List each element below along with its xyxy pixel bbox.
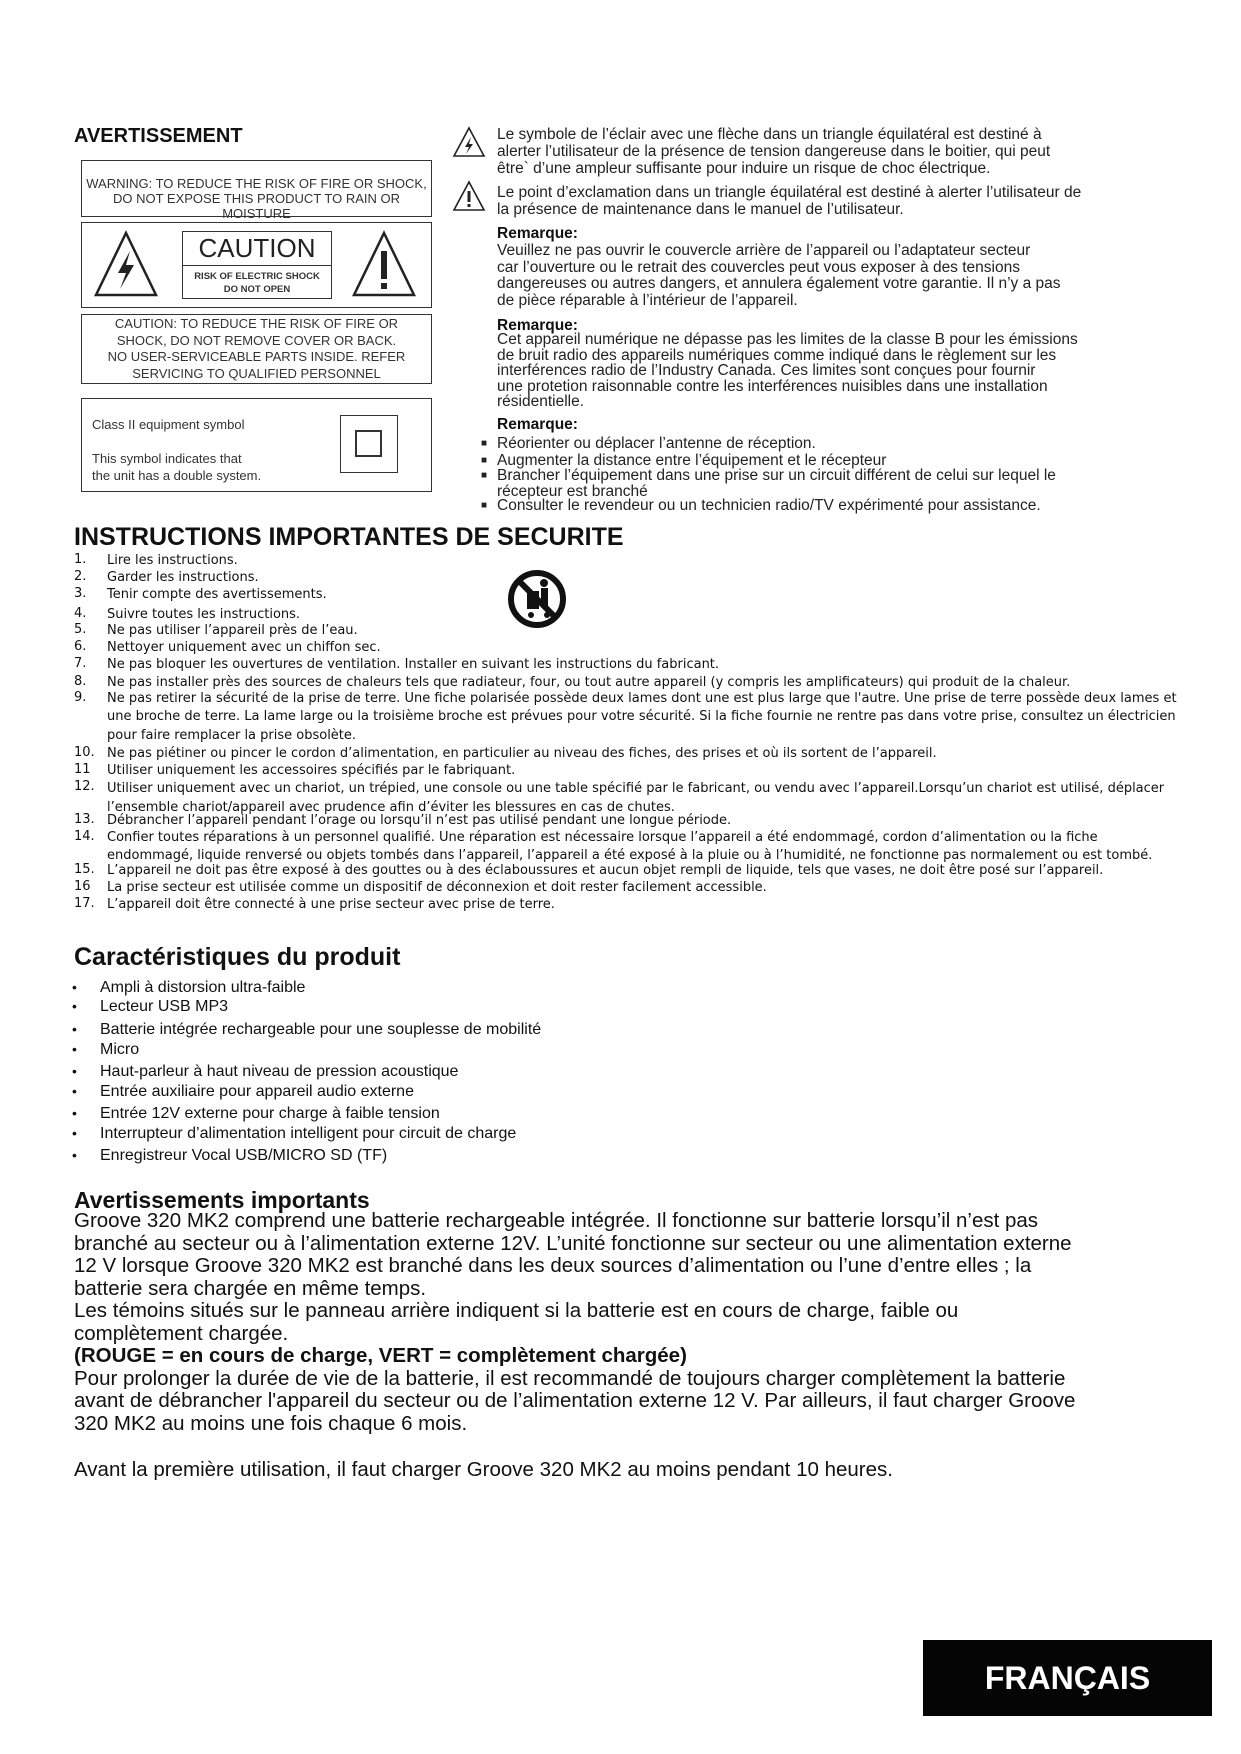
caution-text-line: NO USER-SERVICEABLE PARTS INSIDE. REFER (107, 349, 406, 364)
paragraph-line: batterie sera chargée en même temps. (74, 1276, 427, 1300)
instruction-line: une broche de terre. La lame large ou la troisième broche est prévues pour votre sécurité. Si la fiche fournie ne rentre pas dans votre prise, consultez un électricien (107, 709, 1176, 725)
note-line: Le symbole de l’éclair avec une flèche dans un triangle équilatéral est destiné à (497, 126, 1042, 143)
note-line: dangereuses ou autres dangers, et annulera également votre garantie. Il n’y a pas (497, 275, 1061, 292)
language-tab: FRANÇAIS (923, 1640, 1212, 1716)
remark-bullet: ■ Brancher l’équipement dans une prise sur un circuit différent de celui sur lequel le (497, 467, 1056, 484)
instruction-number: 16 (74, 879, 91, 894)
instruction-text (107, 829, 1152, 865)
paragraph-line: 320 MK2 au moins une fois chaque 6 mois. (74, 1411, 468, 1435)
note-line: alerter l’utilisateur de la présence de tension dangereuse dans le boitier, qui peut (497, 143, 1051, 160)
caution-text-line: SERVICING TO QUALIFIED PERSONNEL (132, 365, 381, 381)
instruction-text (107, 812, 731, 830)
instruction-line: l’ensemble chariot/appareil avec prudence afin d’éviter les blessures en cas de chutes. (107, 800, 675, 815)
rain-warning-box (81, 160, 432, 221)
paragraph-line: 12 V lorsque Groove 320 MK2 est branché dans les deux sources d’alimentation ou l’une d’entre elles ; la (74, 1254, 1032, 1277)
class-desc-line: This symbol indicates that (92, 451, 242, 466)
instruction-line: Lire les instructions. (107, 553, 238, 568)
instruction-number: 1. (74, 552, 87, 567)
instruction-text (107, 639, 381, 657)
instruction-line: Suivre toutes les instructions. (107, 607, 301, 622)
feature-item: • Entrée auxiliaire pour appareil audio externe (100, 1083, 414, 1101)
instruction-line: Nettoyer uniquement avec un chiffon sec. (107, 640, 381, 655)
instruction-line: pour faire remplacer la prise obsolète. (107, 727, 357, 743)
instruction-line: Débrancher l’appareil pendant l’orage ou lorsqu’il n’est pas utilisé pendant une longue période. (107, 813, 732, 828)
paragraph-line: branché au secteur ou à l’alimentation externe 12V. L’unité fonctionne sur secteur ou une alimentation externe (74, 1231, 1072, 1255)
lightning-note (497, 126, 1050, 177)
instruction-line: Ne pas installer près des sources de chaleurs tels que radiateur, four, ou tout autre appareil (y compris les amplificateurs) qui produit de la chaleur. (107, 675, 1071, 690)
remark-emissions (497, 332, 1078, 410)
first-use-note: Avant la première utilisation, il faut charger Groove 320 MK2 au moins pendant 10 heures. (74, 1458, 893, 1481)
class-ii-description (92, 450, 261, 484)
class-ii-title: Class II equipment symbol (92, 417, 245, 432)
instruction-line: Garder les instructions. (107, 570, 259, 585)
instruction-text (107, 656, 719, 674)
instruction-text (107, 622, 358, 640)
instruction-number: 12. (74, 779, 95, 794)
instruction-line: Ne pas bloquer les ouvertures de ventilation. Installer en suivant les instructions du fabricant. (107, 657, 720, 672)
instruction-line: Tenir compte des avertissements. (107, 587, 327, 602)
exclamation-note (497, 184, 1081, 218)
note-line: résidentielle. (497, 393, 585, 410)
instruction-number: 3. (74, 586, 87, 601)
caution-subtitle (183, 270, 331, 296)
remark-bullet: ■ Consulter le revendeur ou un technicien radio/TV expérimenté pour assistance. (497, 497, 1041, 514)
caution-text-box (81, 314, 432, 384)
instruction-number: 14. (74, 829, 95, 844)
instruction-text (107, 552, 238, 570)
instruction-line: Ne pas utiliser l’appareil près de l’eau. (107, 623, 358, 638)
instruction-line: L’appareil doit être connecté à une prise secteur avec prise de terre. (107, 897, 555, 912)
instruction-number: 7. (74, 656, 87, 671)
instruction-line: Confier toutes réparations à un personnel qualifié. Une réparation est nécessaire lorsque l’appareil a été endommagé, cordon d’alimentation ou la fiche (107, 830, 1098, 845)
instruction-line: endommagé, liquide renversé ou objets tombés dans l’appareil, l’appareil a été exposé à la pluie ou à l’humidité, ne fonctionne pas normalement ou est tombé. (107, 848, 1153, 863)
note-line: car l’ouverture ou le retrait des couvercles peut vous exposer à des tensions (497, 258, 1020, 276)
cart-warning-icon (507, 565, 567, 631)
caution-word: CAUTION (183, 232, 331, 266)
caution-center (182, 231, 332, 299)
exclamation-triangle-icon (452, 180, 486, 212)
caution-text-line: CAUTION: TO REDUCE THE RISK OF FIRE OR (114, 316, 399, 331)
note-line: Cet appareil numérique ne dépasse pas les limites de la classe B pour les émissions (497, 331, 1078, 348)
note-line: Le point d’exclamation dans un triangle équilatéral est destiné à alerter l’utilisateur de (497, 184, 1082, 201)
note-line: de bruit radio des appareils numériques comme indiqué dans le règlement sur les (497, 346, 1057, 364)
remark-bullet-continuation: récepteur est branché (497, 483, 648, 500)
note-line: une protetion raisonnable contre les interférences nuisibles dans une installation (497, 377, 1048, 395)
battery-paragraph (74, 1210, 1194, 1435)
caution-label-box (81, 222, 432, 308)
instruction-text (107, 879, 767, 897)
feature-item: • Interrupteur d’alimentation intelligent pour circuit de charge (100, 1125, 516, 1143)
remark-heading: Remarque: (497, 225, 578, 242)
remark-bullet: ■ Réorienter ou déplacer l’antenne de réception. (497, 435, 816, 452)
instruction-text (107, 569, 259, 587)
paragraph-line: Groove 320 MK2 comprend une batterie rechargeable intégrée. Il fonctionne sur batterie lorsqu’il n’est pas (74, 1209, 1039, 1232)
warning-line: DO NOT EXPOSE THIS PRODUCT TO RAIN OR MOISTURE (112, 191, 400, 221)
note-line: interférences radio de l’Industry Canada. Ces limites sont conçues pour fournir (497, 362, 1036, 379)
double-insulation-icon (340, 415, 398, 473)
instruction-line: Ne pas piétiner ou pincer le cordon d’alimentation, en particulier au niveau des fiches, des prises et où ils sortent de l’appareil. (107, 746, 937, 761)
instruction-line: Utiliser uniquement avec un chariot, un trépied, une console ou une table spécifié par le fabricant, ou vendu avec l’appareil.Lorsqu’un chariot est utilisé, déplacer (107, 781, 1165, 796)
instruction-number: 13. (74, 812, 95, 827)
remark-heading: Remarque: (497, 317, 578, 334)
class-desc-line: the unit has a double system. (92, 468, 262, 483)
remark-cover (497, 243, 1061, 309)
note-line: Veuillez ne pas ouvrir le couvercle arrière de l’appareil ou l’adaptateur secteur (497, 242, 1031, 259)
remark-heading: Remarque: (497, 416, 578, 433)
instruction-line: L’appareil ne doit pas être exposé à des gouttes ou à des éclaboussures et aucun objet rempli de liquide, tels que vases, ne doit être posé sur l’appareil. (107, 863, 1104, 878)
instruction-text (107, 745, 937, 763)
paragraph-line: Pour prolonger la durée de vie de la batterie, il est recommandé de toujours charger complètement la batterie (74, 1366, 1066, 1390)
instruction-number: 5. (74, 622, 87, 637)
instruction-number: 17. (74, 896, 95, 911)
instruction-number: 9. (74, 690, 87, 705)
important-warnings-title: Avertissements importants (74, 1187, 370, 1213)
charge-indicator-legend: (ROUGE = en cours de charge, VERT = complètement chargée) (74, 1344, 687, 1367)
feature-item: • Lecteur USB MP3 (100, 998, 228, 1016)
instruction-line: Utiliser uniquement les accessoires spécifiés par le fabriquant. (107, 763, 516, 778)
note-line: de pièce réparable à l’intérieur de l’appareil. (497, 291, 798, 309)
instruction-text (107, 896, 555, 914)
feature-item: • Haut-parleur à haut niveau de pression acoustique (100, 1063, 458, 1081)
lightning-triangle-icon (452, 126, 486, 158)
instruction-text (107, 586, 327, 604)
instruction-number: 8. (74, 674, 87, 689)
instruction-number: 6. (74, 639, 87, 654)
feature-item: • Batterie intégrée rechargeable pour une souplesse de mobilité (100, 1021, 541, 1039)
exclamation-triangle-icon (352, 229, 416, 299)
instruction-number: 2. (74, 569, 87, 584)
instruction-number: 4. (74, 606, 87, 621)
safety-title: INSTRUCTIONS IMPORTANTES DE SECURITE (74, 523, 624, 551)
lightning-triangle-icon (94, 229, 158, 299)
feature-item: • Entrée 12V externe pour charge à faible tension (100, 1105, 440, 1123)
caution-sub-line: RISK OF ELECTRIC SHOCK (194, 271, 320, 282)
instruction-line: La prise secteur est utilisée comme un dispositif de déconnexion et doit rester facilement accessible. (107, 880, 767, 895)
instruction-text (107, 690, 1177, 745)
paragraph-line: complètement chargée. (74, 1321, 289, 1345)
class-ii-box (81, 398, 432, 492)
instruction-line: Ne pas retirer la sécurité de la prise de terre. Une fiche polarisée possède deux lames dont une est plus large que l'autre. Une prise de terre possède deux lames et (107, 691, 1177, 706)
feature-item: • Micro (100, 1041, 139, 1059)
caution-sub-line: DO NOT OPEN (223, 284, 291, 295)
note-line: être` d’une ampleur suffisante pour induire un risque de choc électrique. (497, 160, 991, 177)
features-title: Caractéristiques du produit (74, 943, 401, 971)
instruction-number: 11 (74, 762, 91, 777)
warning-line: WARNING: TO REDUCE THE RISK OF FIRE OR SHOCK, (86, 176, 427, 191)
warning-title: AVERTISSEMENT (74, 125, 243, 147)
instruction-text (107, 862, 1103, 880)
remark-bullet: ■ Augmenter la distance entre l’équipement et le récepteur (497, 452, 886, 469)
paragraph-line: avant de débrancher l'appareil du secteur ou de l’alimentation externe 12 V. Par ailleurs, il faut charger Groove (74, 1389, 1076, 1412)
feature-item: • Ampli à distorsion ultra-faible (100, 979, 305, 997)
paragraph-line: Les témoins situés sur le panneau arrière indiquent si la batterie est en cours de charge, faible ou (74, 1299, 959, 1322)
instruction-text (107, 762, 515, 780)
feature-item: • Enregistreur Vocal USB/MICRO SD (TF) (100, 1147, 387, 1165)
instruction-number: 15. (74, 862, 95, 877)
instruction-number: 10. (74, 745, 95, 760)
note-line: la présence de maintenance dans le manuel de l’utilisateur. (497, 201, 904, 218)
caution-text-line: SHOCK, DO NOT REMOVE COVER OR BACK. (116, 332, 397, 348)
